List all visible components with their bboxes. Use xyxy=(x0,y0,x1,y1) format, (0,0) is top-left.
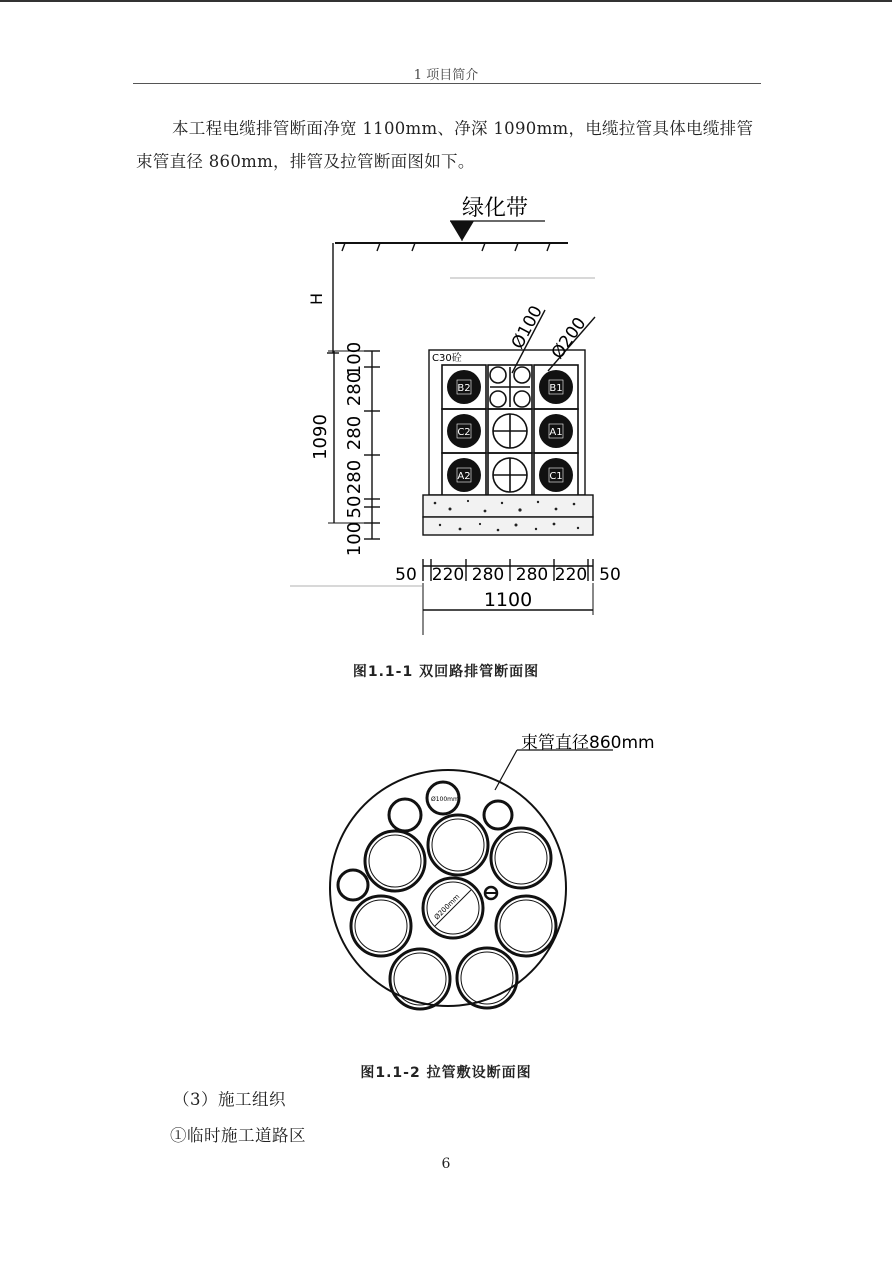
vdim-label: 280 xyxy=(344,459,365,495)
small-pipe xyxy=(338,870,368,900)
figure1-caption: 图1.1-1 双回路排管断面图 xyxy=(352,664,540,680)
small-pipe xyxy=(484,801,512,829)
vdim-label: 100 xyxy=(344,521,365,557)
small-pipe xyxy=(389,799,421,831)
spare-ducts xyxy=(490,367,530,492)
body-paragraph: 本工程电缆排管断面净宽 1100mm、净深 1090mm，电缆拉管具体电缆排管束管直径 860mm，排管及拉管断面图如下。 xyxy=(136,119,754,171)
duct-id-label: B2 xyxy=(457,383,471,394)
bundle-diameter-label: 束管直径860mm xyxy=(521,733,655,753)
depth-label: H xyxy=(307,292,326,306)
horizontal-dim-labels xyxy=(395,565,621,585)
large-pipe-label: Ø200 xyxy=(547,313,591,363)
duct-bank-section-drawing xyxy=(290,185,621,655)
vdim-label: 280 xyxy=(344,415,365,451)
section-heading: （3）施工组织 xyxy=(173,1090,286,1109)
section-item: ①临时施工道路区 xyxy=(170,1126,306,1145)
cushion-layer xyxy=(423,517,593,535)
vertical-dim-labels xyxy=(344,342,365,556)
vdim-label: 100 xyxy=(344,341,365,377)
concrete-label: C30砼 xyxy=(432,353,462,364)
page-top-border xyxy=(0,0,892,2)
total-depth-label: 1090 xyxy=(310,414,331,460)
hdim-label: 50 xyxy=(395,565,417,585)
hdim-label: 50 xyxy=(599,565,621,585)
bundle-pipes xyxy=(338,782,556,1009)
small-pipe-label: Ø100 xyxy=(507,302,547,353)
hdim-label: 280 xyxy=(515,565,549,585)
large-pipe xyxy=(491,828,551,888)
figure2-caption: 图1.1-2 拉管敷设断面图 xyxy=(360,1065,532,1081)
ground-hatch xyxy=(342,243,550,251)
surface-label: 绿化带 xyxy=(462,196,529,221)
large-pipe xyxy=(496,896,556,956)
duct-id-label: C2 xyxy=(457,427,471,438)
hdim-label: 280 xyxy=(471,565,505,585)
top-pipe-label: Ø100mm xyxy=(431,796,459,803)
duct-id-label: A2 xyxy=(457,471,471,482)
large-pipe xyxy=(390,949,450,1009)
duct-id-label: A1 xyxy=(549,427,563,438)
vdim-label: 50 xyxy=(344,495,365,519)
header-rule xyxy=(133,83,761,84)
duct-id-label: C1 xyxy=(549,471,563,482)
large-pipe xyxy=(351,896,411,956)
large-pipe xyxy=(428,815,488,875)
duct-id-label: B1 xyxy=(549,383,563,394)
vdim-label: 280 xyxy=(344,371,365,407)
hdim-label: 220 xyxy=(554,565,588,585)
page-number: 6 xyxy=(441,1156,451,1172)
total-width-label: 1100 xyxy=(483,589,533,611)
large-pipe xyxy=(365,831,425,891)
running-header: 1 项目简介 xyxy=(413,68,479,83)
gravel-base-layer xyxy=(423,495,593,517)
hdim-label: 220 xyxy=(431,565,465,585)
pull-pipe-section-drawing xyxy=(325,728,655,1028)
center-pipe-label: Ø200mm xyxy=(432,892,462,922)
pipe-inner-walls xyxy=(355,819,552,1005)
